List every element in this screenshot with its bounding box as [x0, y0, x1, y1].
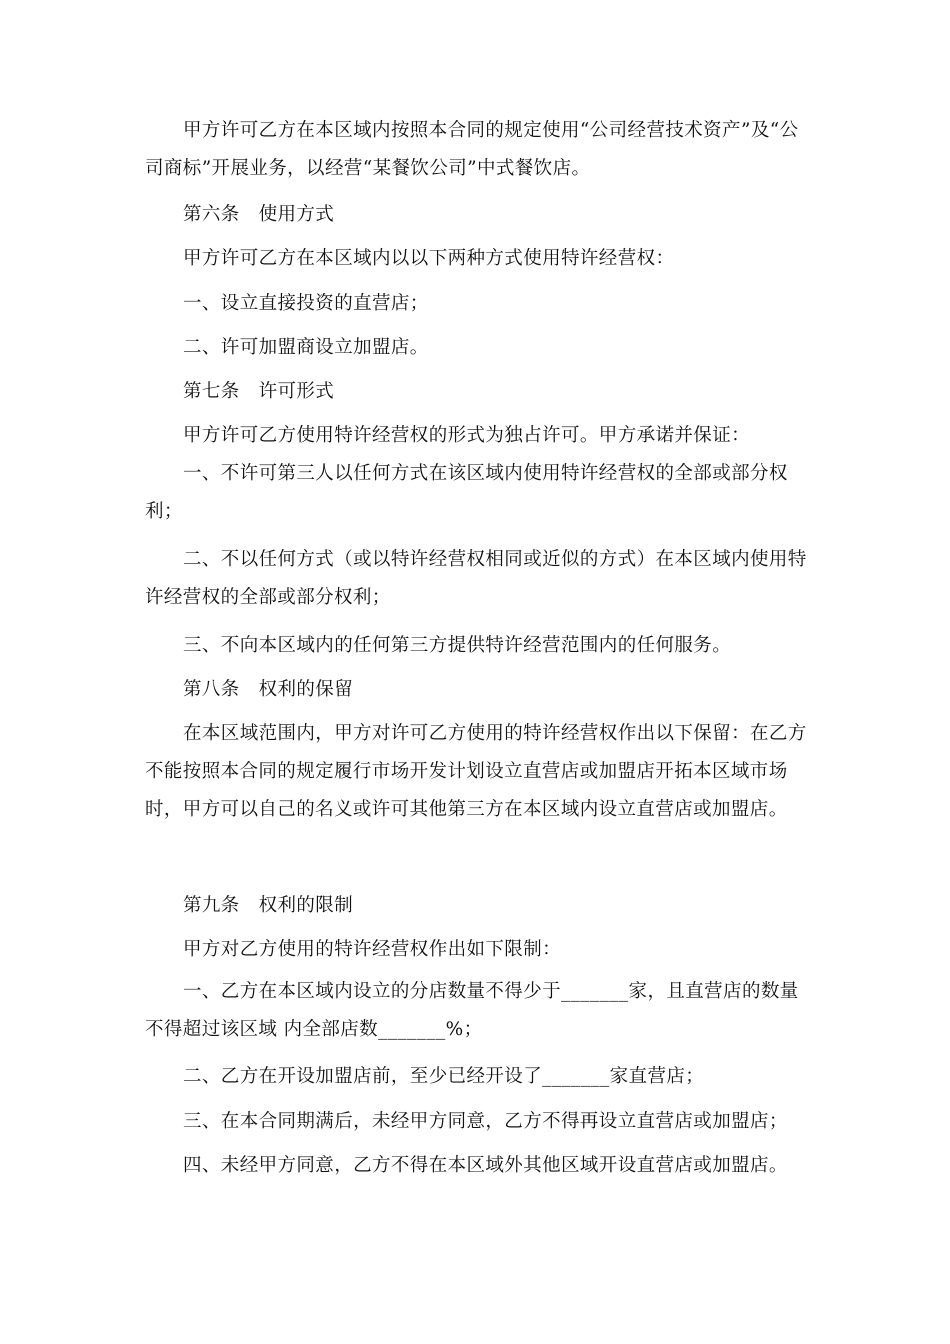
paragraph-license-scope: 甲方许可乙方在本区域内按照本合同的规定使用“公司经营技术资产”及“公司商标”开展业务，以经营“某餐饮公司”中式餐饮店。 — [145, 120, 799, 179]
paragraph-reservation: 在本区域范围内，甲方对许可乙方使用的特许经营权作出以下保留：在乙方不能按照本合同的规定履行市场开发计划设立直营店或加盟店开拓本区域市场时，甲方可以自己的名义或许可其他第三方在本区域内设立直营店或加盟店。 — [145, 723, 807, 820]
article-8-heading: 第八条 权利的保留 — [183, 679, 354, 700]
paragraph-license-item-2: 二、不以任何方式（或以特许经营权相同或近似的方式）在本区域内使用特许经营权的全部或部分权利； — [145, 549, 807, 608]
paragraph-usage-item-2: 二、许可加盟商设立加盟店。 — [183, 337, 429, 358]
paragraph-usage-intro: 甲方许可乙方在本区域内以以下两种方式使用特许经营权： — [183, 248, 675, 269]
paragraph-restriction-item-4: 四、未经甲方同意，乙方不得在本区域外其他区域开设直营店或加盟店。 — [183, 1155, 788, 1176]
paragraph-license-item-3: 三、不向本区域内的任何第三方提供特许经营范围内的任何服务。 — [183, 635, 732, 656]
paragraph-restriction-item-2: 二、乙方在开设加盟店前，至少已经开设了_______家直营店； — [183, 1066, 705, 1087]
article-9-heading: 第九条 权利的限制 — [183, 895, 354, 916]
paragraph-usage-item-1: 一、设立直接投资的直营店； — [183, 293, 429, 314]
paragraph-license-item-1: 一、不许可第三人以任何方式在该区域内使用特许经营权的全部或部分权利； — [145, 463, 788, 522]
paragraph-restriction-item-1: 一、乙方在本区域内设立的分店数量不得少于_______家，且直营店的数量不得超过该区域 内全部店数_______%； — [145, 981, 799, 1040]
paragraph-restriction-intro: 甲方对乙方使用的特许经营权作出如下限制： — [183, 939, 562, 960]
article-6-heading: 第六条 使用方式 — [183, 204, 335, 225]
paragraph-restriction-item-3: 三、在本合同期满后，未经甲方同意，乙方不得再设立直营店或加盟店； — [183, 1111, 788, 1132]
article-7-heading: 第七条 许可形式 — [183, 381, 335, 402]
paragraph-license-form: 甲方许可乙方使用特许经营权的形式为独占许可。甲方承诺并保证： — [183, 425, 751, 446]
